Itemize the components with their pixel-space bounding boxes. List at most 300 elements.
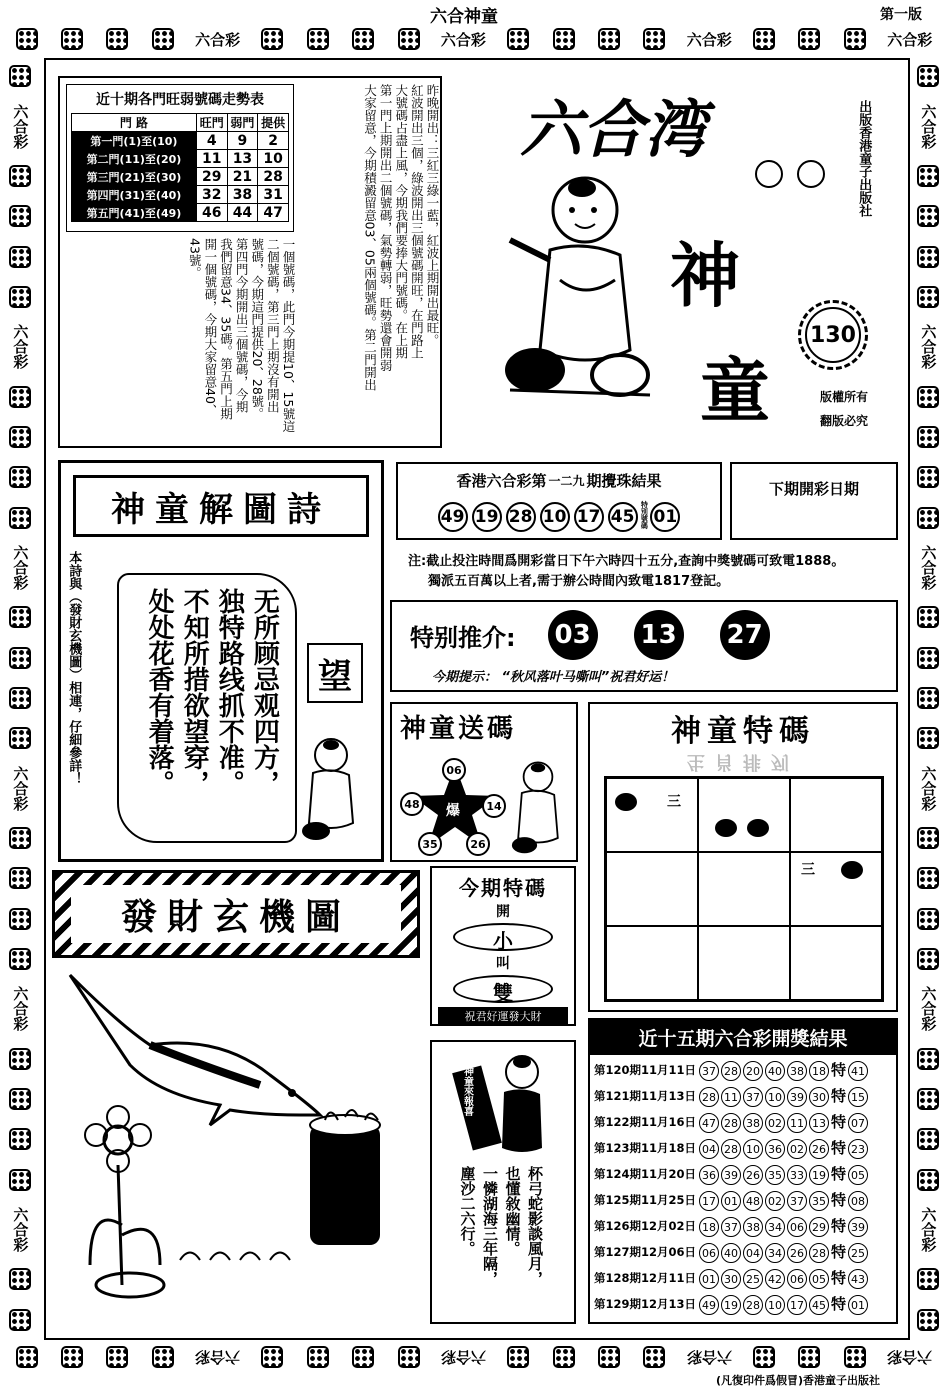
dice-icon bbox=[16, 1346, 38, 1368]
bottom-border bbox=[4, 1342, 942, 1372]
dice-icon bbox=[9, 1048, 31, 1070]
left-border bbox=[4, 56, 36, 1340]
dice-icon bbox=[9, 606, 31, 628]
result-ball: 33 bbox=[787, 1165, 807, 1185]
result-ball: 28 bbox=[506, 502, 536, 532]
today-open: 開 bbox=[496, 904, 510, 920]
trend-row-label: 第一門(1)至(10) bbox=[72, 132, 197, 150]
result-ball: 28 bbox=[809, 1243, 829, 1263]
result-ball: 37 bbox=[787, 1191, 807, 1211]
recommend-ball: 03 bbox=[548, 610, 598, 660]
results15-table bbox=[594, 1057, 869, 1317]
dice-icon bbox=[798, 28, 820, 50]
dice-icon bbox=[9, 205, 31, 227]
poem-line: 处处花香有着落。 bbox=[144, 588, 175, 796]
dice-icon bbox=[917, 1268, 939, 1290]
trend-header: 旺門 bbox=[196, 114, 227, 132]
dice-icon bbox=[917, 466, 939, 488]
dice-icon bbox=[643, 1346, 665, 1368]
trend-title: 近十期各門旺弱號碼走勢表 bbox=[96, 92, 264, 108]
trend-cell: 21 bbox=[227, 168, 258, 186]
result-ball: 11 bbox=[787, 1113, 807, 1133]
today-code-box bbox=[430, 866, 576, 1026]
result-ball: 40 bbox=[721, 1243, 741, 1263]
special-code-title: 神童特碼 bbox=[671, 714, 815, 749]
trend-row-label: 第三門(21)至(30) bbox=[72, 168, 197, 186]
notice-1: 注:截止投注時間爲開彩當日下午六時四十五分,查詢中獎號碼可致電1888。 bbox=[408, 554, 845, 569]
result-ball: 02 bbox=[765, 1191, 785, 1211]
special-ball: 25 bbox=[848, 1243, 868, 1263]
table-row bbox=[72, 204, 289, 222]
special-label: 特 bbox=[831, 1060, 847, 1079]
poem-tag: 望 bbox=[307, 643, 363, 703]
border-label: 六合彩 bbox=[195, 30, 241, 49]
logo-shen: 神 bbox=[670, 234, 740, 317]
dice-icon bbox=[398, 1346, 420, 1368]
border-label: 六合彩 bbox=[686, 30, 732, 49]
dice-icon bbox=[9, 286, 31, 308]
result-ball: 48 bbox=[743, 1191, 763, 1211]
special-code-subtitle: 生肖排列 bbox=[687, 751, 799, 772]
dice-icon bbox=[917, 948, 939, 970]
result-balls bbox=[398, 501, 720, 533]
border-label: 六合彩 bbox=[919, 1207, 938, 1253]
trend-cell: 13 bbox=[227, 150, 258, 168]
result-ball: 38 bbox=[743, 1113, 763, 1133]
baby-poem-line: 杯弓蛇影談風月， bbox=[526, 1166, 544, 1286]
border-label: 六合彩 bbox=[919, 765, 938, 811]
border-label: 六合彩 bbox=[11, 765, 30, 811]
result-ball: 34 bbox=[765, 1243, 785, 1263]
grid-cell bbox=[790, 778, 882, 852]
today-footer: 祝君好運發大財 bbox=[438, 1007, 568, 1025]
border-label: 六合彩 bbox=[887, 1347, 933, 1366]
poem-title-frame bbox=[73, 475, 369, 537]
dice-icon bbox=[106, 28, 128, 50]
send-title: 神童送碼 bbox=[400, 714, 517, 744]
dice-icon bbox=[917, 727, 939, 749]
special-ball: 43 bbox=[848, 1269, 868, 1289]
result-row-label: 第120期11月11日 bbox=[594, 1063, 697, 1077]
result-ball: 04 bbox=[699, 1139, 719, 1159]
result-ball: 10 bbox=[743, 1139, 763, 1159]
result-row-label: 第124期11月20日 bbox=[594, 1167, 697, 1181]
result-ball: 28 bbox=[743, 1295, 763, 1315]
send-ball: 14 bbox=[482, 794, 506, 818]
dice-icon bbox=[643, 28, 665, 50]
trend-cell: 9 bbox=[227, 132, 258, 150]
result-ball: 35 bbox=[765, 1165, 785, 1185]
send-ball: 35 bbox=[418, 832, 442, 856]
special-label: 特 bbox=[831, 1112, 847, 1131]
trend-row-label: 第四門(31)至(40) bbox=[72, 186, 197, 204]
table-row bbox=[72, 150, 289, 168]
analysis-line: 號碼，今期這門提供20、28號。 bbox=[249, 238, 265, 420]
dice-icon bbox=[152, 1346, 174, 1368]
dice-icon bbox=[917, 507, 939, 529]
trend-row-label: 第五門(41)至(49) bbox=[72, 204, 197, 222]
recommend-row bbox=[410, 610, 896, 660]
dice-icon bbox=[307, 1346, 329, 1368]
poem-line: 不知所措欲望穿， bbox=[179, 588, 210, 796]
footer-note: (凡復印件爲假冒)香港童子出版社 bbox=[716, 1374, 881, 1387]
border-label: 六合彩 bbox=[195, 1347, 241, 1366]
trend-cell: 32 bbox=[196, 186, 227, 204]
special-ball: 23 bbox=[848, 1139, 868, 1159]
dice-icon bbox=[352, 1346, 374, 1368]
baby-poem-line: 也懂敘幽情。 bbox=[503, 1166, 522, 1256]
grid-cell bbox=[698, 778, 790, 852]
dice-icon bbox=[9, 908, 31, 930]
trend-cell: 31 bbox=[258, 186, 289, 204]
tip-text: “秋风落叶马嘶叫”祝君好运！ bbox=[501, 670, 675, 685]
table-row bbox=[594, 1083, 869, 1109]
child-illustration bbox=[490, 160, 670, 410]
dice-icon bbox=[917, 286, 939, 308]
result-row-balls bbox=[698, 1265, 869, 1291]
table-row bbox=[594, 1109, 869, 1135]
result-box bbox=[396, 462, 722, 540]
result-ball: 37 bbox=[721, 1217, 741, 1237]
copyright-1: 版權所有 bbox=[820, 390, 869, 404]
dice-icon bbox=[9, 1309, 31, 1331]
dice-icon bbox=[917, 65, 939, 87]
dice-icon bbox=[553, 28, 575, 50]
recommend-box bbox=[390, 600, 898, 692]
result-ball: 36 bbox=[699, 1165, 719, 1185]
result-ball: 25 bbox=[743, 1269, 763, 1289]
result-ball: 06 bbox=[787, 1217, 807, 1237]
special-label: 特 bbox=[831, 1268, 847, 1287]
dice-icon bbox=[753, 28, 775, 50]
dice-icon bbox=[507, 28, 529, 50]
result-row-label: 第123期11月18日 bbox=[594, 1141, 697, 1155]
table-row bbox=[594, 1135, 869, 1161]
notice-2: 獨派五百萬以上者,需于辦公時間內致電1817登記。 bbox=[428, 574, 730, 589]
border-label: 六合彩 bbox=[11, 544, 30, 590]
border-label: 六合彩 bbox=[11, 324, 30, 370]
dice-icon bbox=[9, 386, 31, 408]
result-ball: 26 bbox=[809, 1139, 829, 1159]
special-label: 特 bbox=[831, 1086, 847, 1105]
analysis-line: 紅波開出三個，綠波開出三個號碼開旺，在門路上 bbox=[409, 84, 425, 359]
dice-icon bbox=[261, 1346, 283, 1368]
baby-poem-line: 塵沙二六行。 bbox=[458, 1166, 477, 1256]
dice-icon bbox=[9, 727, 31, 749]
special-ball: 01 bbox=[650, 502, 680, 532]
result-row-label: 第126期12月02日 bbox=[594, 1219, 697, 1233]
result-row-label: 第129期12月13日 bbox=[594, 1297, 697, 1311]
border-label: 六合彩 bbox=[887, 30, 933, 49]
result-ball: 13 bbox=[809, 1113, 829, 1133]
result-ball: 30 bbox=[809, 1087, 829, 1107]
result-ball: 28 bbox=[721, 1113, 741, 1133]
border-label: 六合彩 bbox=[919, 103, 938, 149]
dice-icon bbox=[9, 426, 31, 448]
fortune-banner bbox=[52, 870, 420, 958]
special-tag: 特別號碼 bbox=[640, 501, 650, 529]
result-row-label: 第121期11月13日 bbox=[594, 1089, 697, 1103]
border-label: 六合彩 bbox=[11, 1207, 30, 1253]
analysis-line: 昨晚開出：三紅三綠一藍，紅波上期開出最旺。 bbox=[425, 84, 440, 347]
dice-icon bbox=[844, 28, 866, 50]
dice-icon bbox=[507, 1346, 529, 1368]
trend-cell: 29 bbox=[196, 168, 227, 186]
result-row-balls bbox=[698, 1057, 869, 1083]
poem-lines bbox=[141, 588, 281, 828]
result-ball: 34 bbox=[765, 1217, 785, 1237]
dice-icon bbox=[917, 827, 939, 849]
recommend-tip bbox=[432, 666, 896, 685]
copyright-2: 翻版必究 bbox=[820, 414, 869, 428]
trend-cell: 46 bbox=[196, 204, 227, 222]
trend-cell: 2 bbox=[258, 132, 289, 150]
result-ball: 45 bbox=[608, 502, 638, 532]
table-row bbox=[72, 186, 289, 204]
special-label: 特 bbox=[831, 1190, 847, 1209]
table-row bbox=[594, 1161, 869, 1187]
grid-cell bbox=[606, 852, 698, 926]
baby-poem-box bbox=[430, 1040, 576, 1324]
dice-icon bbox=[106, 1346, 128, 1368]
result-ball: 28 bbox=[721, 1061, 741, 1081]
table-row bbox=[72, 132, 289, 150]
poem-line: 无所顾忌观四方， bbox=[249, 588, 280, 796]
page-title: 六合神童 bbox=[430, 7, 498, 27]
send-code-box bbox=[390, 702, 578, 862]
dice-icon bbox=[917, 1309, 939, 1331]
special-ball: 15 bbox=[848, 1087, 868, 1107]
dice-icon bbox=[798, 1346, 820, 1368]
result-title-c: 期攪珠結果 bbox=[586, 472, 662, 490]
dice-icon bbox=[9, 1088, 31, 1110]
result-ball: 49 bbox=[699, 1295, 719, 1315]
analysis-line: 43號。 bbox=[187, 238, 203, 279]
send-ball: 48 bbox=[400, 792, 424, 816]
dice-icon bbox=[917, 908, 939, 930]
result-row-label: 第122期11月16日 bbox=[594, 1115, 697, 1129]
dice-icon bbox=[917, 426, 939, 448]
send-ball: 06 bbox=[442, 758, 466, 782]
result-ball: 35 bbox=[809, 1191, 829, 1211]
trend-header: 弱門 bbox=[227, 114, 258, 132]
trend-cell: 47 bbox=[258, 204, 289, 222]
border-label: 六合彩 bbox=[919, 986, 938, 1032]
recommend-label: 特别推介: bbox=[410, 623, 516, 652]
special-label: 特 bbox=[831, 1294, 847, 1313]
border-label: 六合彩 bbox=[919, 324, 938, 370]
tip-label: 今期提示： bbox=[432, 670, 498, 685]
next-draw-box bbox=[730, 462, 898, 540]
result-row-balls bbox=[698, 1213, 869, 1239]
analysis-box bbox=[58, 76, 442, 448]
dice-icon bbox=[917, 246, 939, 268]
analysis-line: 我們留意34、35碼。第五門上期 bbox=[218, 238, 234, 420]
result-ball: 10 bbox=[765, 1295, 785, 1315]
result-ball: 19 bbox=[809, 1165, 829, 1185]
dice-icon bbox=[261, 28, 283, 50]
dice-icon bbox=[9, 507, 31, 529]
boy-figure-icon bbox=[291, 733, 371, 843]
today-item-3: 雙 bbox=[453, 975, 553, 1003]
result-ball: 37 bbox=[699, 1061, 719, 1081]
result-ball: 38 bbox=[787, 1061, 807, 1081]
border-label: 六合彩 bbox=[11, 986, 30, 1032]
result-ball: 49 bbox=[438, 502, 468, 532]
dice-icon bbox=[598, 28, 620, 50]
result-row-balls bbox=[698, 1109, 869, 1135]
trend-cell: 4 bbox=[196, 132, 227, 150]
dice-icon bbox=[9, 827, 31, 849]
logo-title: 六合湾 bbox=[520, 93, 707, 166]
results15-box bbox=[588, 1018, 898, 1324]
poem-box bbox=[58, 460, 384, 862]
result-ball: 42 bbox=[765, 1269, 785, 1289]
result-ball: 06 bbox=[787, 1269, 807, 1289]
table-row bbox=[594, 1213, 869, 1239]
boy-figure-icon bbox=[502, 754, 574, 859]
baby-poem-line: 一憐湖海三年隔， bbox=[481, 1166, 499, 1286]
trend-cell: 10 bbox=[258, 150, 289, 168]
border-label: 六合彩 bbox=[686, 1347, 732, 1366]
dice-icon bbox=[9, 65, 31, 87]
issue-badge bbox=[798, 300, 868, 370]
issue-number: 130 bbox=[805, 307, 861, 363]
result-ball: 26 bbox=[743, 1165, 763, 1185]
result-ball: 17 bbox=[574, 502, 604, 532]
poem-title: 神童解圖詩 bbox=[111, 489, 331, 530]
dice-icon bbox=[917, 205, 939, 227]
result-ball: 39 bbox=[787, 1087, 807, 1107]
trend-table bbox=[71, 113, 289, 222]
result-ball: 18 bbox=[809, 1061, 829, 1081]
table-row bbox=[594, 1265, 869, 1291]
result-title-b: 一二九 bbox=[548, 474, 585, 488]
dice-icon bbox=[9, 466, 31, 488]
analysis-left-text bbox=[80, 238, 296, 442]
dice-icon bbox=[9, 687, 31, 709]
grid-cell: 三 bbox=[606, 778, 698, 852]
result-row-balls bbox=[698, 1239, 869, 1265]
trend-header: 門 路 bbox=[72, 114, 197, 132]
result-ball: 05 bbox=[809, 1269, 829, 1289]
special-label: 特 bbox=[831, 1164, 847, 1183]
edition-label: 第一版 bbox=[880, 7, 922, 23]
baby-banner: 神童來報喜 bbox=[461, 1066, 473, 1116]
special-ball: 41 bbox=[848, 1061, 868, 1081]
grid-cell bbox=[698, 926, 790, 1000]
analysis-line: 開一個號碼，今期大家留意40、 bbox=[202, 238, 218, 417]
dice-icon bbox=[152, 28, 174, 50]
dice-icon bbox=[9, 867, 31, 889]
decor-circles bbox=[755, 160, 825, 188]
special-ball: 39 bbox=[848, 1217, 868, 1237]
result-ball: 01 bbox=[721, 1191, 741, 1211]
today-item-2: 叫 bbox=[496, 956, 510, 972]
result-ball: 37 bbox=[743, 1087, 763, 1107]
analysis-right-text bbox=[300, 84, 440, 444]
result-ball: 26 bbox=[787, 1243, 807, 1263]
result-title bbox=[398, 470, 720, 491]
special-label: 特 bbox=[831, 1242, 847, 1261]
dice-icon bbox=[9, 647, 31, 669]
dice-icon bbox=[917, 1088, 939, 1110]
dice-icon bbox=[844, 1346, 866, 1368]
logo-tong: 童 bbox=[700, 349, 770, 432]
result-ball: 17 bbox=[787, 1295, 807, 1315]
circle-icon bbox=[755, 160, 783, 188]
trend-cell: 28 bbox=[258, 168, 289, 186]
grid-cell bbox=[790, 926, 882, 1000]
result-row-label: 第128期12月11日 bbox=[594, 1271, 697, 1285]
result-ball: 36 bbox=[765, 1139, 785, 1159]
dice-icon bbox=[9, 246, 31, 268]
dice-icon bbox=[917, 606, 939, 628]
trend-header: 提供 bbox=[258, 114, 289, 132]
dice-icon bbox=[307, 28, 329, 50]
border-label: 六合彩 bbox=[919, 544, 938, 590]
border-label: 六合彩 bbox=[440, 1347, 486, 1366]
dice-icon bbox=[9, 1268, 31, 1290]
result-ball: 20 bbox=[743, 1061, 763, 1081]
dice-icon bbox=[917, 1128, 939, 1150]
publisher-text: 出版香港童子出版社 bbox=[856, 100, 872, 217]
result-ball: 01 bbox=[699, 1269, 719, 1289]
dice-icon bbox=[753, 1346, 775, 1368]
special-ball: 05 bbox=[848, 1165, 868, 1185]
trend-box bbox=[66, 84, 294, 232]
grid-cell bbox=[698, 852, 790, 926]
result-ball: 39 bbox=[721, 1165, 741, 1185]
dice-icon bbox=[553, 1346, 575, 1368]
result-ball: 02 bbox=[787, 1139, 807, 1159]
dice-icon bbox=[352, 28, 374, 50]
next-draw-label: 下期開彩日期 bbox=[768, 480, 859, 498]
fortune-title: 發財玄機圖 bbox=[71, 885, 401, 943]
table-row bbox=[72, 114, 289, 132]
result-ball: 10 bbox=[540, 502, 570, 532]
analysis-line: 第一門上期開出二個號碼，氣勢轉弱，旺勢還會開弱 bbox=[378, 84, 394, 372]
today-code-title: 今期特碼 bbox=[459, 876, 547, 900]
result-row-label: 第127期12月06日 bbox=[594, 1245, 697, 1259]
result-ball: 10 bbox=[765, 1087, 785, 1107]
result-ball: 19 bbox=[721, 1295, 741, 1315]
result-ball: 04 bbox=[743, 1243, 763, 1263]
table-row bbox=[72, 168, 289, 186]
dice-icon bbox=[61, 28, 83, 50]
result-ball: 30 bbox=[721, 1269, 741, 1289]
grid-cell bbox=[606, 926, 698, 1000]
analysis-line: 二個號碼，第三門上期沒有開出 bbox=[265, 238, 281, 413]
poem-note: 本詩與（發財玄機圖）相連，仔細參詳！ bbox=[66, 551, 82, 785]
dice-icon bbox=[917, 165, 939, 187]
trend-cell: 44 bbox=[227, 204, 258, 222]
dice-icon bbox=[917, 687, 939, 709]
bird-illustration bbox=[60, 965, 420, 1325]
dice-icon bbox=[598, 1346, 620, 1368]
zodiac-grid bbox=[604, 776, 884, 1002]
poem-line: 独特路线抓不准。 bbox=[214, 588, 245, 796]
recommend-ball: 13 bbox=[634, 610, 684, 660]
special-code-box bbox=[588, 702, 898, 1012]
trend-cell: 38 bbox=[227, 186, 258, 204]
result-row-label: 第125期11月25日 bbox=[594, 1193, 697, 1207]
table-row bbox=[594, 1291, 869, 1317]
result-ball: 28 bbox=[699, 1087, 719, 1107]
right-border bbox=[912, 56, 944, 1340]
result-ball: 47 bbox=[699, 1113, 719, 1133]
table-row bbox=[594, 1187, 869, 1213]
